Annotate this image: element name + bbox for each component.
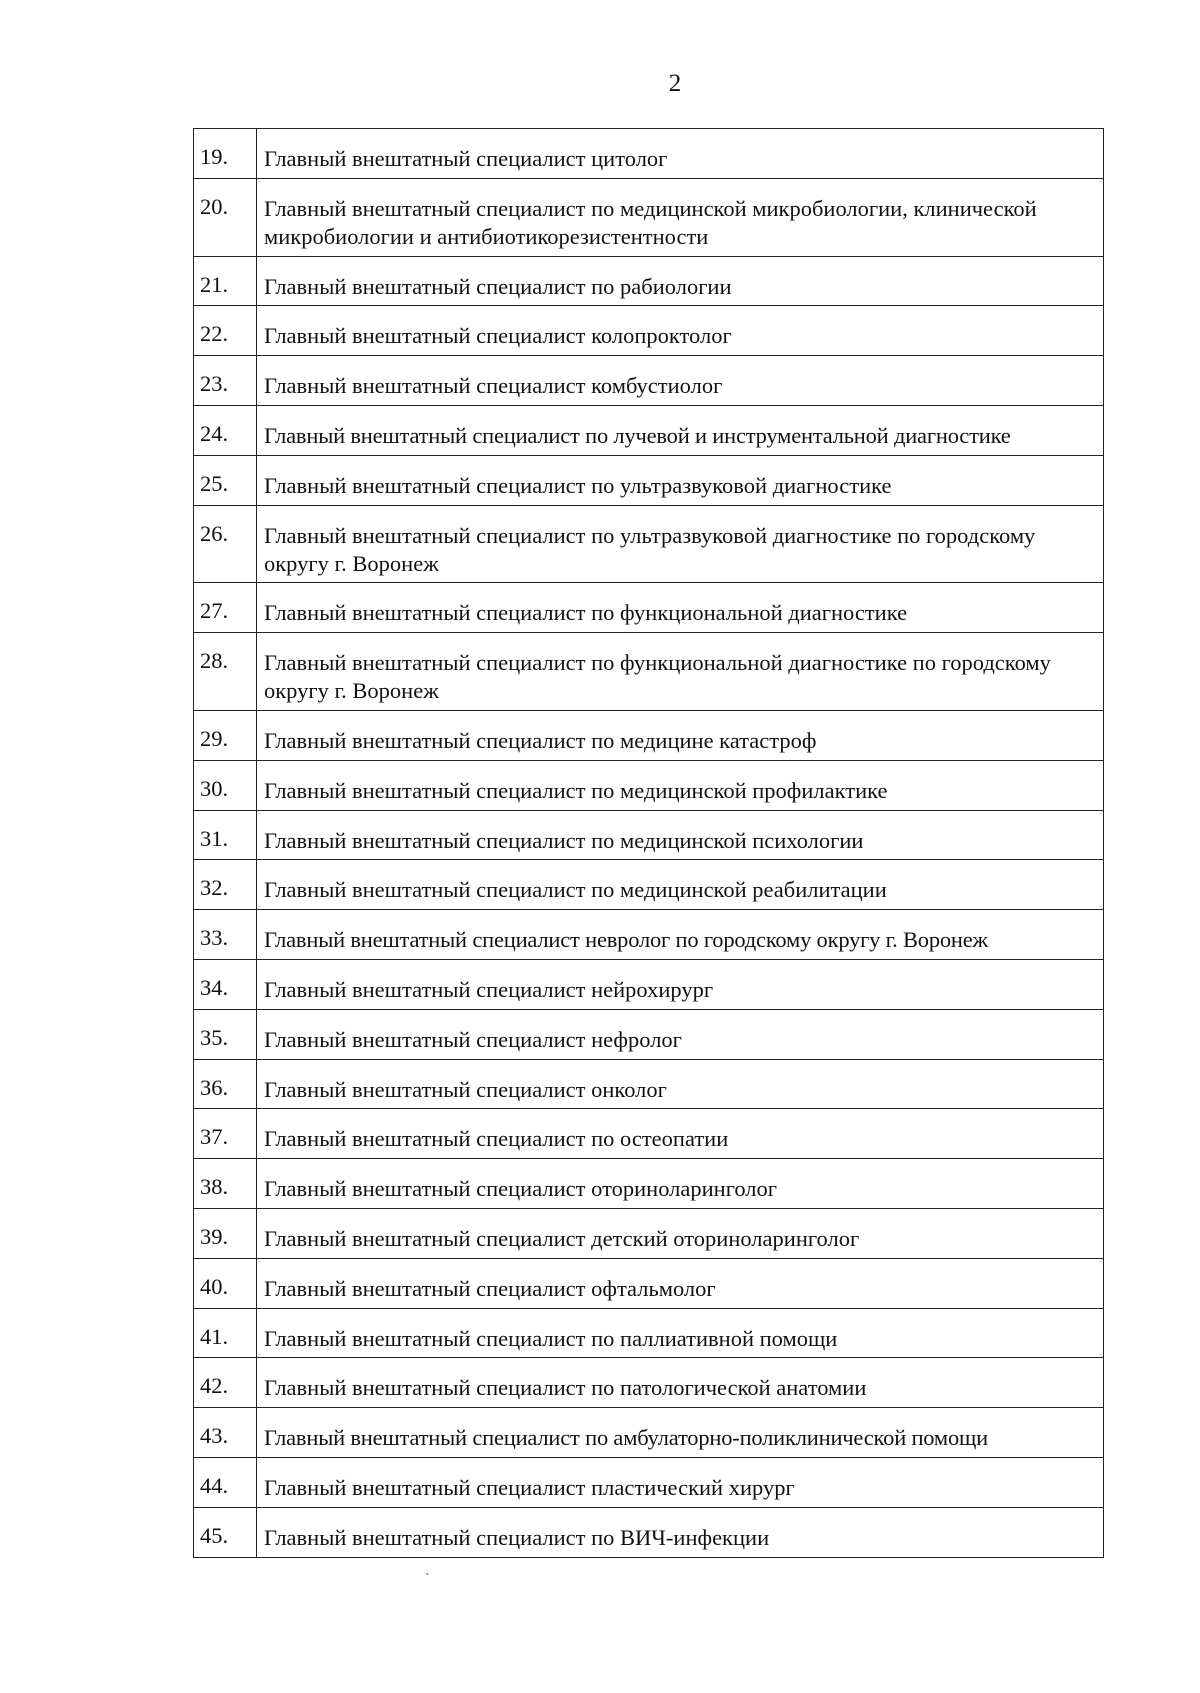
row-title: Главный внештатный специалист по ультразвуковой диагностике по городскому округу г. Воронеж (257, 505, 1104, 583)
row-title: Главный внештатный специалист невролог по городскому округу г. Воронеж (257, 910, 1104, 960)
table-row (194, 505, 1104, 583)
row-title: Главный внештатный специалист по паллиативной помощи (257, 1308, 1104, 1358)
row-number: 37. (194, 1109, 257, 1159)
row-title: Главный внештатный специалист офтальмолог (257, 1258, 1104, 1308)
table-row (194, 1308, 1104, 1358)
table-body (194, 129, 1104, 1558)
row-title: Главный внештатный специалист колопроктолог (257, 306, 1104, 356)
table-row (194, 1457, 1104, 1507)
table-row (194, 1208, 1104, 1258)
row-number: 39. (194, 1208, 257, 1258)
row-title: Главный внештатный специалист по функциональной диагностике по городскому округу г. Воронеж (257, 633, 1104, 711)
row-title: Главный внештатный специалист по медицинской профилактике (257, 760, 1104, 810)
table-row (194, 1159, 1104, 1209)
row-number: 40. (194, 1258, 257, 1308)
row-title: Главный внештатный специалист пластический хирург (257, 1457, 1104, 1507)
page-number: 2 (668, 70, 682, 97)
row-title: Главный внештатный специалист оториноларинголог (257, 1159, 1104, 1209)
row-number: 42. (194, 1358, 257, 1408)
row-title: Главный внештатный специалист нефролог (257, 1009, 1104, 1059)
table-row (194, 959, 1104, 1009)
row-number: 38. (194, 1159, 257, 1209)
table-row (194, 1059, 1104, 1109)
table-row (194, 129, 1104, 179)
table-row (194, 455, 1104, 505)
row-number: 28. (194, 633, 257, 711)
table-row (194, 1109, 1104, 1159)
row-title: Главный внештатный специалист по рабиологии (257, 256, 1104, 306)
row-title: Главный внештатный специалист по ультразвуковой диагностике (257, 455, 1104, 505)
table-row (194, 405, 1104, 455)
row-number: 23. (194, 356, 257, 406)
table-row (194, 633, 1104, 711)
row-title: Главный внештатный специалист онколог (257, 1059, 1104, 1109)
row-number: 31. (194, 810, 257, 860)
table-row (194, 1009, 1104, 1059)
row-number: 45. (194, 1507, 257, 1557)
row-number: 26. (194, 505, 257, 583)
row-title: Главный внештатный специалист по амбулаторно-поликлинической помощи (257, 1408, 1104, 1458)
table-row (194, 810, 1104, 860)
row-number: 24. (194, 405, 257, 455)
row-title: Главный внештатный специалист по остеопатии (257, 1109, 1104, 1159)
row-number: 29. (194, 710, 257, 760)
row-number: 34. (194, 959, 257, 1009)
row-title: Главный внештатный специалист нейрохирург (257, 959, 1104, 1009)
row-title: Главный внештатный специалист по функциональной диагностике (257, 583, 1104, 633)
row-title: Главный внештатный специалист цитолог (257, 129, 1104, 179)
row-number: 19. (194, 129, 257, 179)
row-number: 36. (194, 1059, 257, 1109)
row-number: 43. (194, 1408, 257, 1458)
table-row (194, 178, 1104, 256)
table-row (194, 356, 1104, 406)
row-title: Главный внештатный специалист по патологической анатомии (257, 1358, 1104, 1408)
table-row (194, 1408, 1104, 1458)
row-number: 33. (194, 910, 257, 960)
row-number: 20. (194, 178, 257, 256)
table-row (194, 1507, 1104, 1557)
table-row (194, 860, 1104, 910)
table-row (194, 910, 1104, 960)
table-row (194, 710, 1104, 760)
scan-speck: ˏ (425, 1561, 430, 1576)
row-title: Главный внештатный специалист комбустиолог (257, 356, 1104, 406)
table-row (194, 1258, 1104, 1308)
table-row (194, 760, 1104, 810)
row-title: Главный внештатный специалист детский оториноларинголог (257, 1208, 1104, 1258)
table-row (194, 1358, 1104, 1408)
row-title: Главный внештатный специалист по медицинской психологии (257, 810, 1104, 860)
row-title: Главный внештатный специалист по медицине катастроф (257, 710, 1104, 760)
table-row (194, 306, 1104, 356)
specialists-table (193, 128, 1104, 1558)
row-number: 41. (194, 1308, 257, 1358)
row-title: Главный внештатный специалист по медицинской реабилитации (257, 860, 1104, 910)
table-row (194, 256, 1104, 306)
row-title: Главный внештатный специалист по медицинской микробиологии, клинической микробиологии и антибиотикорезистентности (257, 178, 1104, 256)
row-number: 21. (194, 256, 257, 306)
row-title: Главный внештатный специалист по ВИЧ-инфекции (257, 1507, 1104, 1557)
row-number: 32. (194, 860, 257, 910)
row-number: 44. (194, 1457, 257, 1507)
row-number: 30. (194, 760, 257, 810)
row-number: 22. (194, 306, 257, 356)
row-number: 27. (194, 583, 257, 633)
row-number: 25. (194, 455, 257, 505)
row-number: 35. (194, 1009, 257, 1059)
row-title: Главный внештатный специалист по лучевой и инструментальной диагностике (257, 405, 1104, 455)
table-row (194, 583, 1104, 633)
